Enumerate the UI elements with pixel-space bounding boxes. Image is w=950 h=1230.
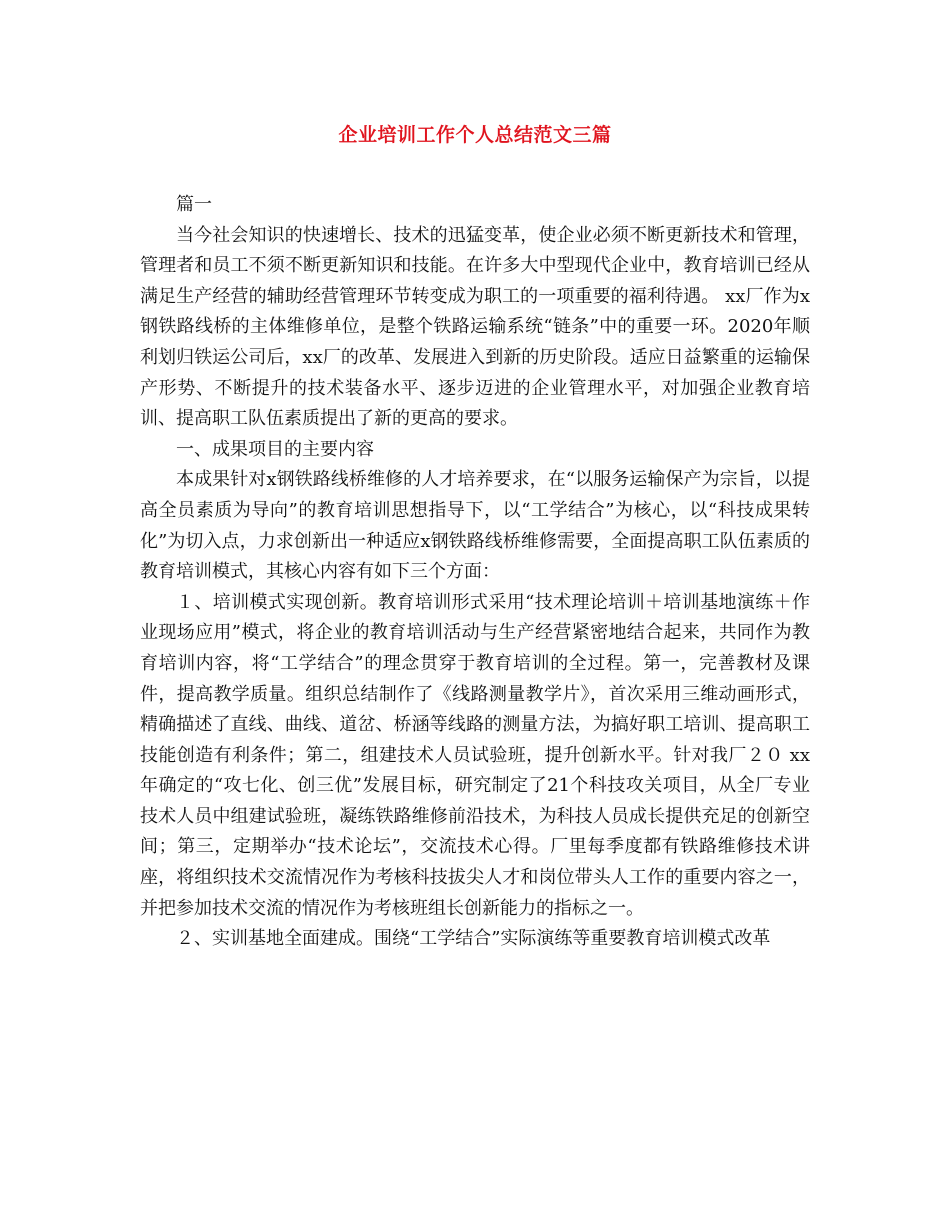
document-title: 企业培训工作个人总结范文三篇	[338, 124, 612, 146]
section-label: 篇一	[176, 194, 212, 215]
paragraph-item-1: １、培训模式实现创新。教育培训形式采用“技术理论培训＋培训基地演练＋作业现场应用”模式，将企业的教育培训活动与生产经营紧密地结合起来，共同作为教育培训内容，将“工学结合”的理念贯穿于教育培训的全过程。第一，完善教材及课件，提高教学质量。组织总结制作了《线路测量教学片》，首次采用三维动画形式，精确描述了直线、曲线、道岔、桥涵等线路的测量方法，为搞好职工培训、提高职工技能创造有利条件；第二，组建技术人员试验班，提升创新水平。针对我厂２０ xx年确定的“攻七化、创三优”发展目标，研究制定了21个科技攻关项目，从全厂专业技术人员中组建试验班，凝练铁路维修前沿技术，为科技人员成长提供充足的创新空间；第三，定期举办“技术论坛”，交流技术心得。厂里每季度都有铁路维修技术讲座，将组织技术交流情况作为考核科技拔尖人才和岗位带头人工作的重要内容之一，并把参加技术交流的情况作为考核班组长创新能力的指标之一。	[140, 591, 810, 919]
paragraph-intro: 当今社会知识的快速增长、技术的迅猛变革，使企业必须不断更新技术和管理，管理者和员工不须不断更新知识和技能。在许多大中型现代企业中，教育培训已经从满足生产经营的辅助经营管理环节转变成为职工的一项重要的福利待遇。 xx厂作为x钢铁路线桥的主体维修单位，是整个铁路运输系统“链条”中的重要一环。2020年顺利划归铁运公司后，xx厂的改革、发展进入到新的历史阶段。适应日益繁重的运输保产形势、不断提升的技术装备水平、逐步迈进的企业管理水平，对加强企业教育培训、提高职工队伍素质提出了新的更高的要求。	[140, 224, 810, 430]
document-body	[140, 190, 810, 955]
paragraph-item-2: ２、实训基地全面建成。围绕“工学结合”实际演练等重要教育培训模式改革	[176, 928, 771, 950]
section-heading: 一、成果项目的主要内容	[176, 438, 374, 460]
paragraph-overview: 本成果针对x钢铁路线桥维修的人才培养要求，在“以服务运输保产为宗旨，以提高全员素质为导向”的教育培训思想指导下，以“工学结合”为核心，以“科技成果转化”为切入点，力求创新出一种适应x钢铁路线桥维修需要，全面提高职工队伍素质的教育培训模式，其核心内容有如下三个方面：	[140, 469, 810, 583]
